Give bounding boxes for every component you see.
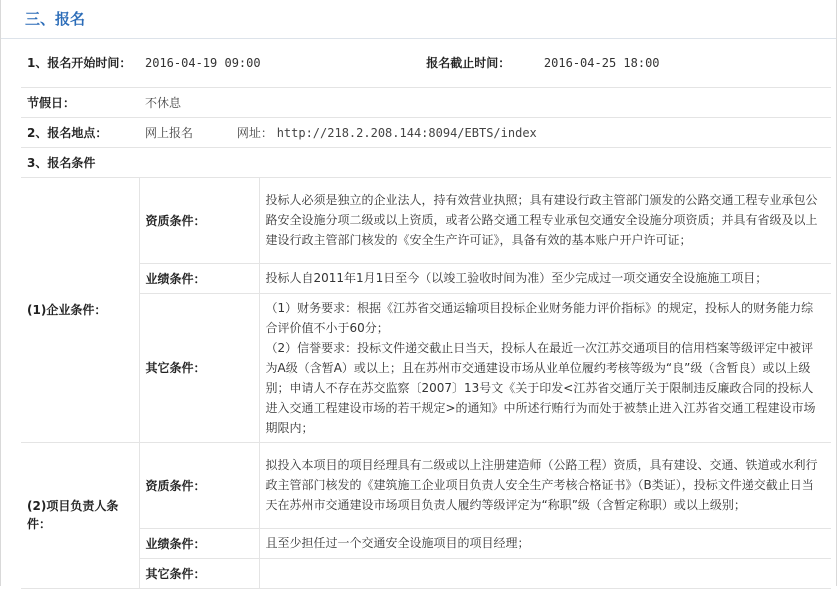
table-row	[21, 293, 831, 442]
manager-label: (2)项目负责人条件：	[21, 442, 139, 588]
table-row	[21, 263, 831, 293]
table-row	[21, 177, 831, 263]
location-value: 网上报名	[145, 125, 194, 140]
reg-start-value: 2016-04-19 09:00	[145, 56, 261, 71]
enterprise-qualification-label: 资质条件：	[139, 177, 259, 263]
manager-other-text	[259, 558, 831, 588]
table-row	[21, 558, 831, 588]
holiday-value: 不休息	[139, 87, 831, 117]
section-title: 三、报名	[1, 0, 836, 39]
table-row	[21, 39, 831, 87]
manager-qualification-label: 资质条件：	[139, 442, 259, 528]
table-row	[21, 442, 831, 528]
registration-table	[21, 39, 831, 589]
table-row	[21, 87, 831, 117]
conditions-label: 3、报名条件	[21, 147, 831, 177]
enterprise-other-label: 其它条件：	[139, 293, 259, 442]
registration-url-link[interactable]: http://218.2.208.144:8094/EBTS/index	[276, 125, 537, 140]
enterprise-performance-text: 投标人自2011年1月1日至今（以竣工验收时间为准）至少完成过一项交通安全设施施工项目；	[259, 263, 831, 293]
manager-performance-label: 业绩条件：	[139, 528, 259, 558]
url-label: 网址：	[236, 125, 273, 140]
location-label: 2、报名地点：	[21, 117, 139, 147]
table-row	[21, 147, 831, 177]
enterprise-qualification-text: 投标人必须是独立的企业法人，持有效营业执照；具有建设行政主管部门颁发的公路交通工程专业承包公路安全设施分项二级或以上资质，或者公路交通工程专业承包交通安全设施分项资质；并具有省级及以上建设行政主管部门核发的《安全生产许可证》，具备有效的基本账户开户许可证；	[259, 177, 831, 263]
reg-end-value: 2016-04-25 18:00	[543, 56, 660, 71]
table-row	[21, 528, 831, 558]
enterprise-other-text: （1）财务要求：根据《江苏省交通运输项目投标企业财务能力评价指标》的规定，投标人的财务能力综合评价值不小于60分； （2）信誉要求：投标文件递交截止日当天，投标人在最近一次江苏交通项目的信用档案等级评定中被评为A级（含暂A）或以上；且在苏州市交通建设市场从业单位履约考核等级为“良”级（含暂良）或以上级别；申请人不存在苏交监察〔2007〕13号文《关于印发<江苏省交通厅关于限制违反廉政合同的投标人进入交通工程建设市场的若干规定>的通知》中所述行贿行为而处于被禁止进入江苏省交通工程建设市场期限内；	[259, 293, 831, 442]
reg-end-label: 报名截止时间：	[426, 56, 511, 71]
manager-performance-text: 且至少担任过一个交通安全设施项目的项目经理；	[259, 528, 831, 558]
reg-start-label: 1、报名开始时间：	[21, 39, 139, 87]
enterprise-label: (1)企业条件：	[21, 177, 139, 442]
manager-qualification-text: 拟投入本项目的项目经理具有二级或以上注册建造师（公路工程）资质，具有建设、交通、铁道或水利行政主管部门核发的《建筑施工企业项目负责人安全生产考核合格证书》（B类证），投标文件递交截止日当天在苏州市交通建设市场项目负责人履约等级评定为“称职”级（含暂定称职）或以上级别；	[259, 442, 831, 528]
holiday-label: 节假日：	[21, 87, 139, 117]
table-row	[21, 117, 831, 147]
manager-other-label: 其它条件：	[139, 558, 259, 588]
enterprise-performance-label: 业绩条件：	[139, 263, 259, 293]
